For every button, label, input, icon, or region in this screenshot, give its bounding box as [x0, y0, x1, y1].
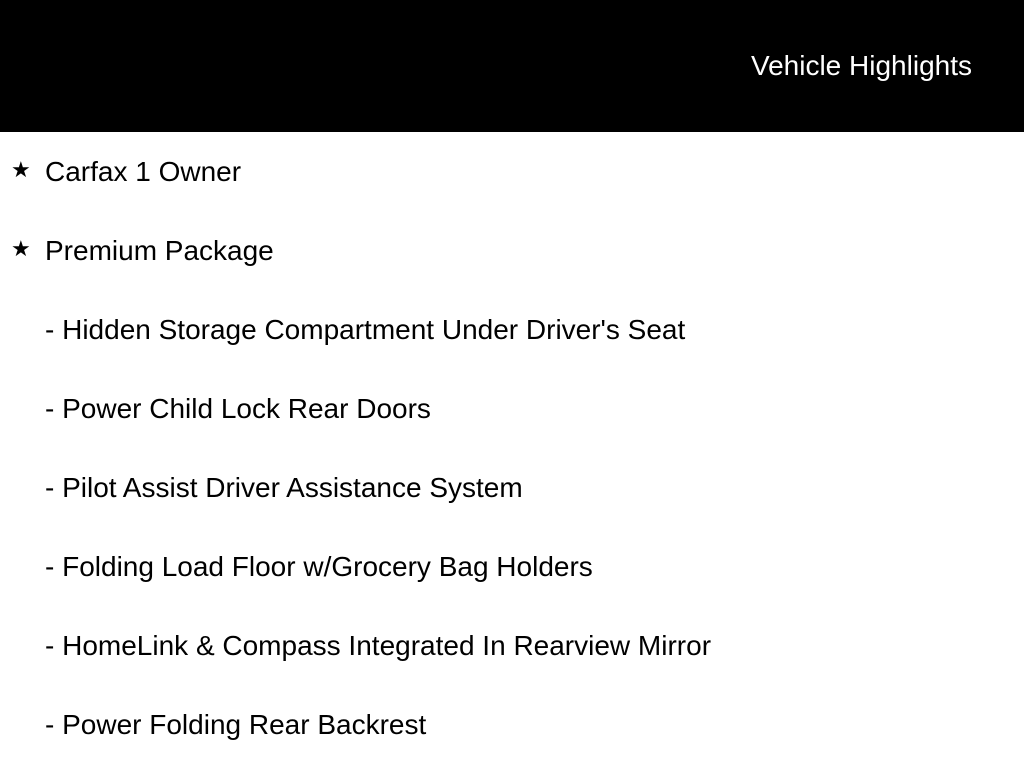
highlight-item: [0, 231, 1024, 310]
star-icon: ★: [11, 157, 31, 182]
highlight-text: Premium Package: [45, 235, 274, 266]
highlight-text: - Power Folding Rear Backrest: [45, 709, 427, 740]
highlight-subitem: [0, 468, 1024, 547]
highlight-subitem: [0, 705, 1024, 784]
page-title: Vehicle Highlights: [750, 50, 972, 81]
highlight-subitem: [0, 389, 1024, 468]
highlight-text: - HomeLink & Compass Integrated In Rearview Mirror: [45, 630, 712, 661]
highlight-subitem: [0, 547, 1024, 626]
highlight-subitem: [0, 310, 1024, 389]
highlight-text: - Hidden Storage Compartment Under Driver's Seat: [45, 314, 686, 345]
star-icon: ★: [11, 236, 31, 261]
highlight-text: - Folding Load Floor w/Grocery Bag Holders: [45, 551, 593, 582]
highlight-item: [0, 152, 1024, 231]
highlights-list: [0, 152, 1024, 784]
highlight-text: - Power Child Lock Rear Doors: [45, 393, 431, 424]
highlight-text: - Pilot Assist Driver Assistance System: [45, 472, 523, 503]
header-bar: [0, 0, 1024, 132]
highlight-text: Carfax 1 Owner: [45, 156, 242, 187]
highlight-subitem: [0, 626, 1024, 705]
